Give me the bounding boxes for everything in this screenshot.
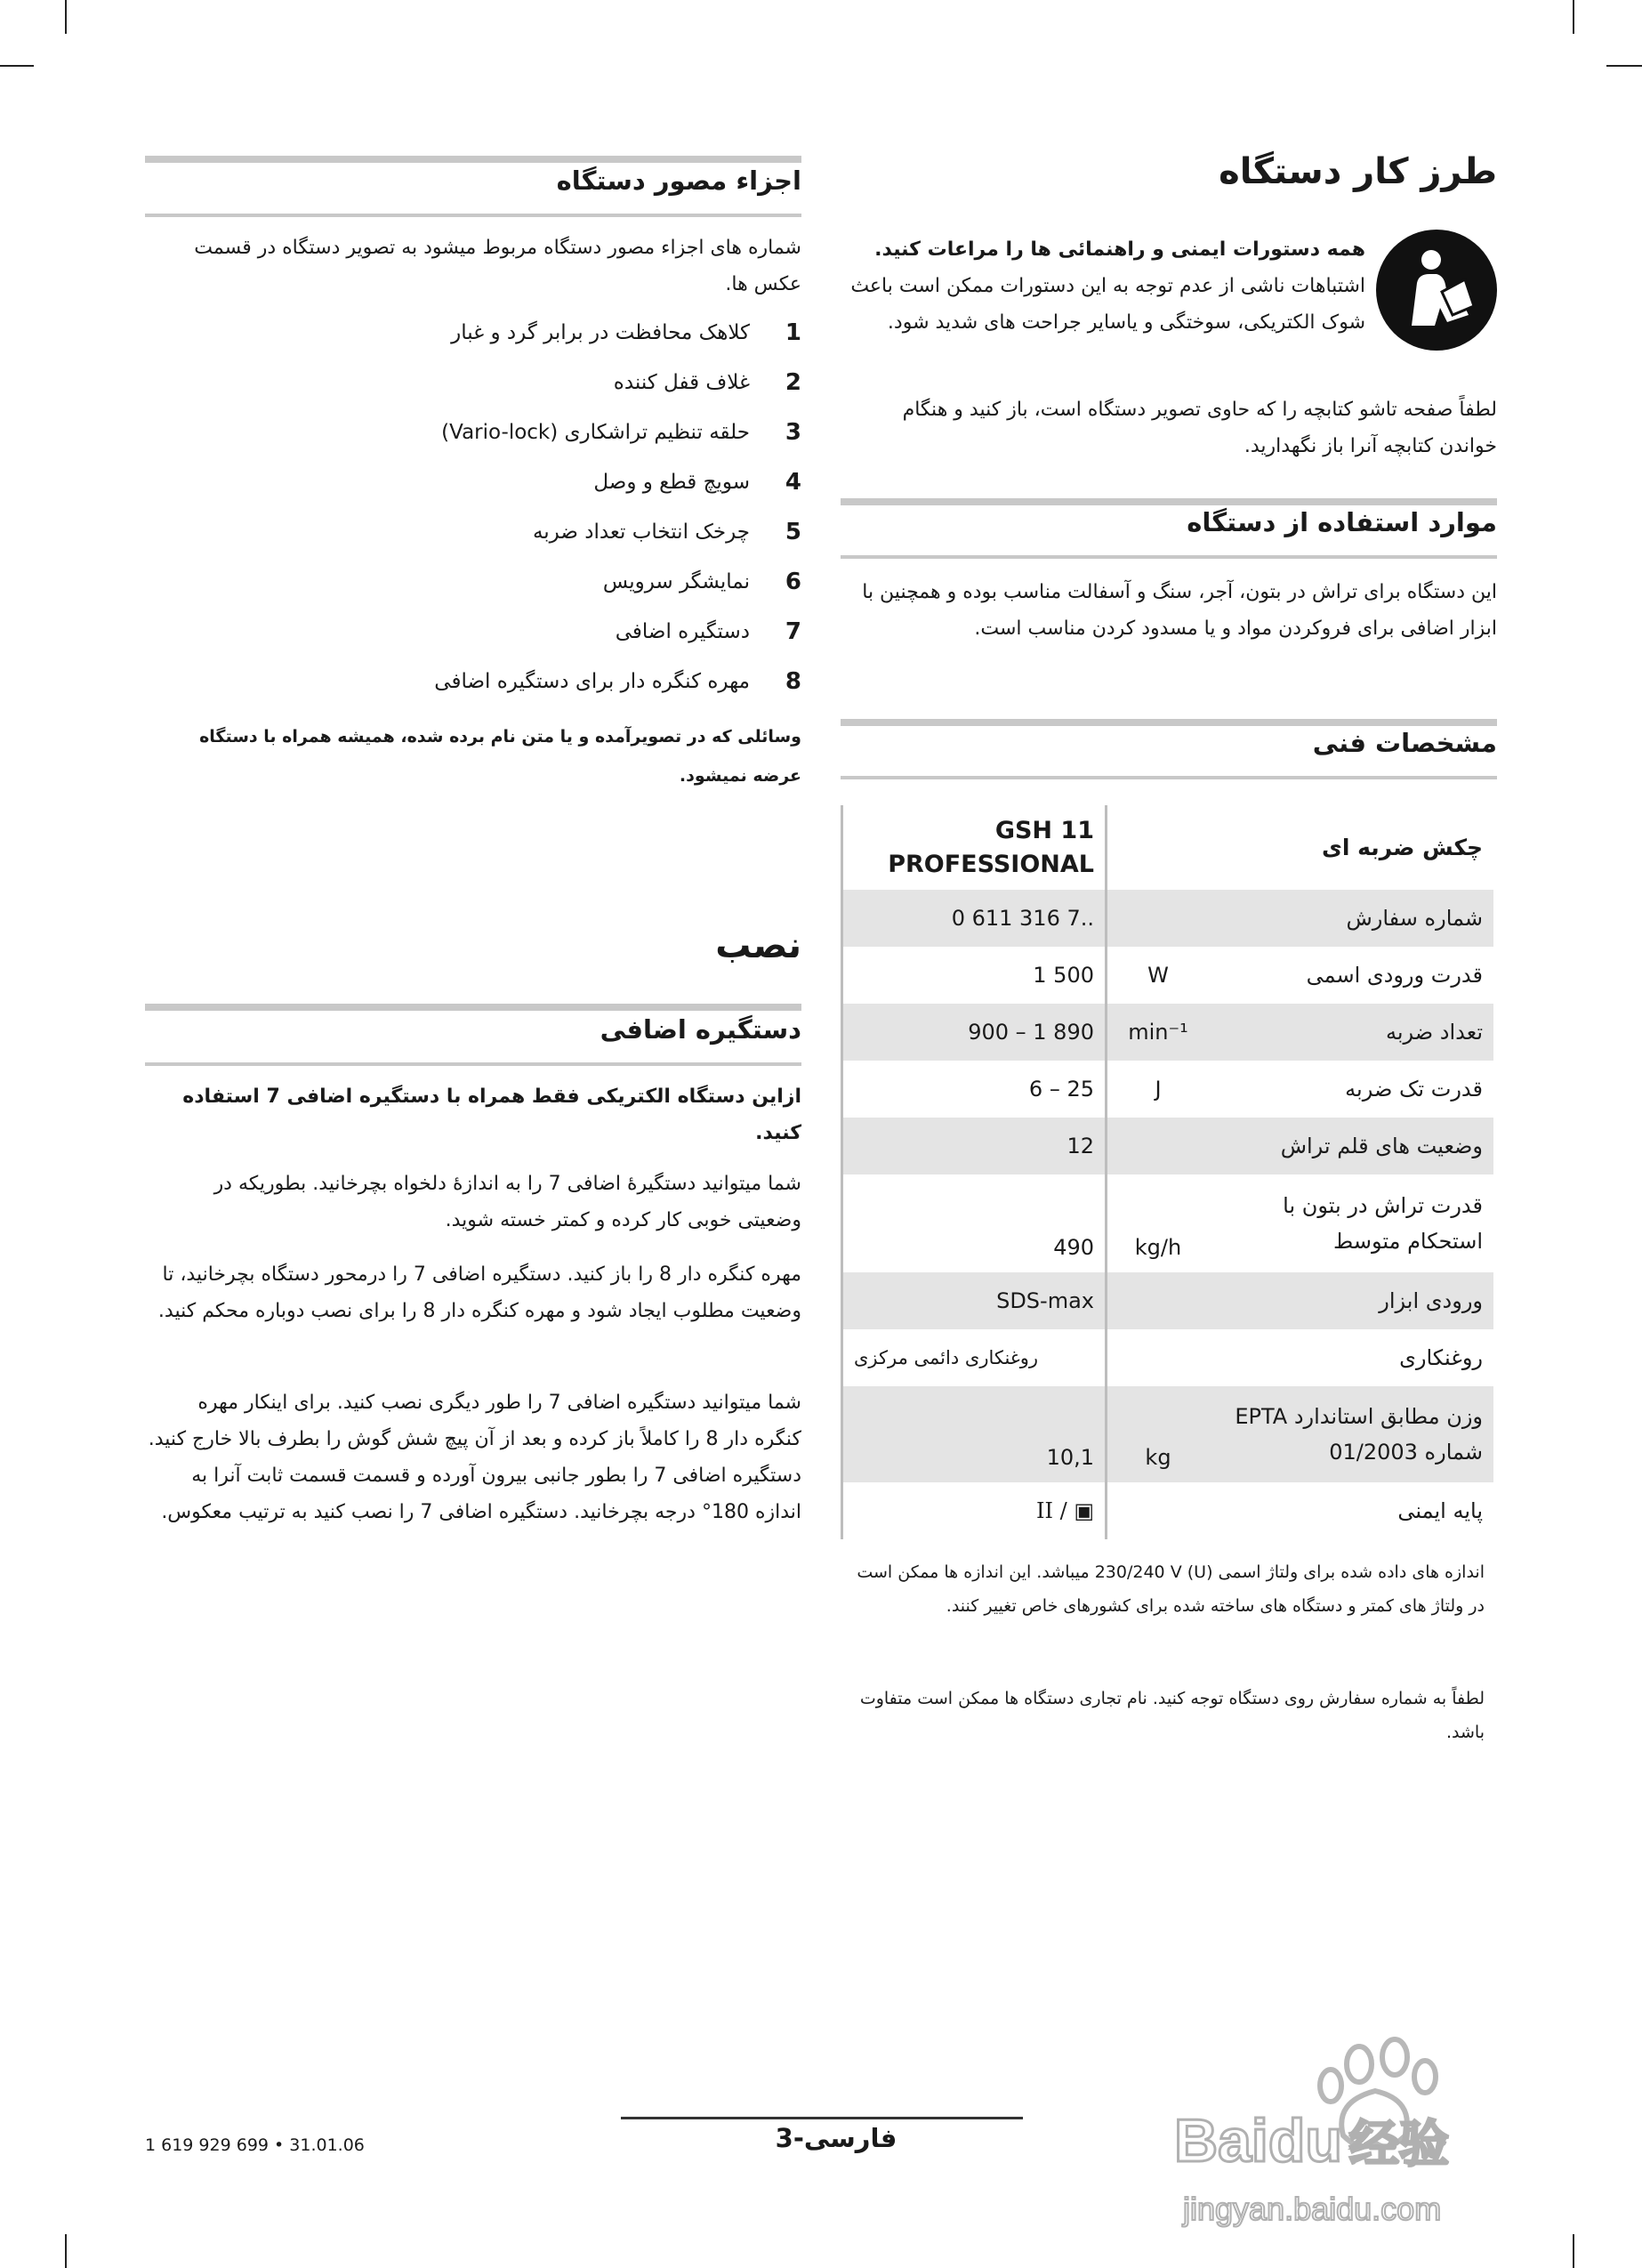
install-heading-wrap (145, 925, 801, 966)
read-manual-icon (1376, 230, 1497, 351)
row-unit: kg/h (1107, 1174, 1210, 1272)
row-label: شماره سفارش (1209, 890, 1493, 947)
usage-text: این دستگاه برای تراش در بتون، آجر، سنگ و آسفالت مناسب بوده و همچنین با ابزار اضافی برای فروکردن مواد و یا مسدود کردن مناسب است. (862, 581, 1497, 640)
handle-paragraph-3 (145, 1384, 801, 1530)
spec-table-wrap (841, 805, 1493, 1539)
parts-list (145, 308, 801, 706)
item-text: دستگیره اضافی (615, 620, 750, 643)
spec-underline (841, 776, 1497, 779)
row-value: 490 (842, 1174, 1107, 1272)
spec-divider (841, 719, 1497, 726)
table-row (842, 1004, 1494, 1061)
row-value: 0 611 316 7.. (842, 890, 1107, 947)
handle-paragraph-1 (145, 1166, 801, 1239)
table-row (842, 1272, 1494, 1329)
doc-code (145, 2135, 365, 2155)
page-title: طرز کار دستگاه (1219, 151, 1497, 192)
handle-p3-text: شما میتوانید دستگیره اضافی 7 را طور دیگری نصب کنید. برای اینکار مهره کنگره دار 8 را کاملاً باز کرده و بعد از آن پیچ شش گوش را بطرف بالا خارج کنید. دستگیره اضافی 7 را بطور جانبی بیرون آورده و قسمت قسمت ثابت آنرا به اندازه 180° درجه بچرخانید. دستگیره اضافی 7 را نصب کنید به ترتیب معکوس. (148, 1392, 801, 1523)
table-row (842, 1329, 1494, 1386)
list-item (145, 358, 801, 408)
table-header-label: چکش ضربه ای (1321, 835, 1483, 860)
parts-list-wrap (145, 308, 801, 706)
row-unit: min⁻¹ (1107, 1004, 1210, 1061)
item-text: چرخک انتخاب تعداد ضربه (532, 521, 750, 544)
item-text: نمایشگر سرویس (602, 570, 750, 593)
model-suffix: PROFESSIONAL (888, 850, 1094, 878)
item-number: 5 (785, 519, 801, 545)
handle-p2-text: مهره کنگره دار 8 را باز کنید. دستگیره اضافی 7 را درمحور دستگاه بچرخانید، تا وضعیت مطلوب ایجاد شود و مهره کنگره دار 8 را برای نصب دوباره محکم کنید. (157, 1263, 801, 1322)
crop-mark-top-left-h (0, 65, 34, 67)
list-item (145, 557, 801, 607)
handle-warning (145, 1078, 801, 1151)
list-item (145, 507, 801, 557)
order-note (849, 1682, 1485, 1749)
table-header-row (842, 805, 1494, 890)
row-label: وزن مطابق استاندارد EPTA شماره 01/2003 (1209, 1386, 1493, 1482)
handle-heading: دستگیره اضافی (600, 1014, 801, 1045)
order-note-text: لطفاً به شماره سفارش روی دستگاه توجه کنید. نام تجاری دستگاه ها ممکن است متفاوت باشد. (859, 1689, 1485, 1742)
row-value: 900 – 1 890 (842, 1004, 1107, 1061)
row-unit (1107, 1272, 1210, 1329)
row-label: قدرت ورودی اسمی (1306, 963, 1483, 988)
item-number: 7 (785, 618, 801, 645)
baidu-watermark (1165, 2020, 1557, 2233)
row-value: 12 (842, 1118, 1107, 1174)
crop-mark-bottom-right (1573, 2234, 1574, 2268)
item-number: 4 (785, 469, 801, 496)
usage-divider (841, 498, 1497, 505)
handle-warning-text: ازاین دستگاه الکتریکی فقط همراه با دستگیره اضافی 7 استفاده کنید. (182, 1086, 801, 1144)
row-label: تعداد ضربه (1209, 1004, 1493, 1061)
foldout-text: لطفاً صفحه تاشو کتابچه را که حاوی تصویر دستگاه است، باز کنید و هنگام خواندن کتابچه آنرا باز نگهدارید. (902, 399, 1497, 457)
usage-heading-wrap (841, 507, 1497, 537)
item-text: کلاهک محافظت در برابر گرد و غبار (451, 321, 750, 344)
parts-heading-wrap (145, 165, 801, 196)
table-row (842, 1174, 1494, 1272)
table-row (842, 1386, 1494, 1482)
row-label: پایه ایمنی (1397, 1498, 1483, 1523)
item-text: حلقه تنظیم تراشکاری (Vario-lock) (441, 421, 750, 444)
crop-mark-top-right (1573, 0, 1574, 34)
page-number (747, 2123, 925, 2153)
item-text: مهره کنگره دار برای دستگیره اضافی (434, 670, 750, 693)
table-header-unit (1107, 805, 1210, 890)
spec-heading-wrap (841, 728, 1497, 758)
usage-underline (841, 555, 1497, 559)
item-number: 6 (785, 569, 801, 595)
parts-note-text: وسائلی که در تصویرآمده و یا متن نام برده شده، همیشه همراه با دستگاه عرضه نمیشود. (199, 727, 801, 786)
watermark-url: jingyan.baidu.com (1183, 2191, 1442, 2227)
row-value: SDS-max (842, 1272, 1107, 1329)
parts-heading: اجزاء مصور دستگاه (556, 165, 801, 196)
row-value: 1 500 (842, 947, 1107, 1004)
row-label: وضعیت های قلم تراش (1209, 1118, 1493, 1174)
voltage-note-text: اندازه های داده شده برای ولتاژ اسمی (U) 230/240 V میباشد. این اندازه ها ممکن است در ولتاژ های کمتر و دستگاه های ساخته شده برای کشورهای خاص تغییر کنند. (857, 1562, 1485, 1616)
footer-rule (621, 2117, 1023, 2119)
row-value: روغنکاری دائمی مرکزی (842, 1329, 1107, 1386)
table-row (842, 1061, 1494, 1118)
row-value: 6 – 25 (842, 1061, 1107, 1118)
table-row (842, 890, 1494, 947)
parts-intro-text: شماره های اجزاء مصور دستگاه مربوط میشود به تصویر دستگاه در قسمت عکس ها. (194, 237, 801, 295)
row-unit: W (1107, 947, 1210, 1004)
row-unit (1107, 1118, 1210, 1174)
item-number: 2 (785, 369, 801, 396)
model-name: GSH 11 (994, 816, 1094, 844)
safety-paragraph (841, 231, 1365, 341)
crop-mark-top-left (65, 0, 67, 34)
table-row (842, 1482, 1494, 1539)
row-unit (1107, 1482, 1210, 1539)
row-value: II / ▣ (842, 1482, 1107, 1539)
doc-code-text: 1 619 929 699 • 31.01.06 (145, 2135, 365, 2155)
row-label: ورودی ابزار (1209, 1272, 1493, 1329)
list-item (145, 607, 801, 657)
parts-note (145, 717, 801, 795)
list-item (145, 657, 801, 706)
foldout-paragraph (841, 391, 1497, 464)
handle-paragraph-2 (145, 1256, 801, 1329)
crop-mark-bottom-left (65, 2234, 67, 2268)
handle-divider (145, 1004, 801, 1011)
safety-text: اشتباهات ناشی از عدم توجه به این دستورات ممکن است باعث شوک الکتریکی، سوختگی و یاسایر جراحت های شدید شود. (850, 275, 1365, 334)
parts-divider (145, 156, 801, 163)
spec-heading: مشخصات فنی (1312, 728, 1497, 758)
list-item (145, 457, 801, 507)
page-number-text: فارسی-3 (775, 2123, 897, 2153)
table-row (842, 947, 1494, 1004)
item-number: 8 (785, 668, 801, 695)
handle-heading-wrap (145, 1014, 801, 1045)
spec-table (841, 805, 1493, 1539)
usage-heading: موارد استفاده از دستگاه (1187, 507, 1497, 537)
row-unit (1107, 1329, 1210, 1386)
list-item (145, 308, 801, 358)
row-value: 10,1 (842, 1386, 1107, 1482)
row-label: قدرت تک ضربه (1345, 1077, 1483, 1102)
safety-bold-text: همه دستورات ایمنی و راهنمائی ها را مراعات کنید. (874, 238, 1365, 261)
table-row (842, 1118, 1494, 1174)
item-number: 1 (785, 319, 801, 346)
install-heading: نصب (715, 925, 801, 966)
crop-mark-top-right-h (1606, 65, 1642, 67)
row-unit: J (1107, 1061, 1210, 1118)
row-label: روغنکاری (1399, 1345, 1483, 1370)
handle-underline (145, 1062, 801, 1066)
usage-paragraph (841, 574, 1497, 647)
watermark-brand: Baidu 经验 (1174, 2107, 1449, 2175)
row-unit: kg (1107, 1386, 1210, 1482)
handle-p1-text: شما میتوانید دستگیرهٔ اضافی 7 را به اندازهٔ دلخواه بچرخانید. بطوریکه در وضعیتی خوبی کار کرده و کمتر خسته شوید. (213, 1173, 801, 1231)
row-unit (1107, 890, 1210, 947)
operation-section (841, 151, 1497, 192)
row-label: قدرت تراش در بتون با استحکام متوسط (1283, 1193, 1483, 1254)
parts-underline (145, 214, 801, 217)
table-header-model (842, 805, 1107, 890)
item-number: 3 (785, 419, 801, 446)
item-text: سویچ قطع و وصل (593, 471, 750, 494)
item-text: غلاف قفل کننده (613, 371, 750, 394)
voltage-note (849, 1555, 1485, 1623)
parts-intro (145, 230, 801, 303)
list-item (145, 408, 801, 457)
